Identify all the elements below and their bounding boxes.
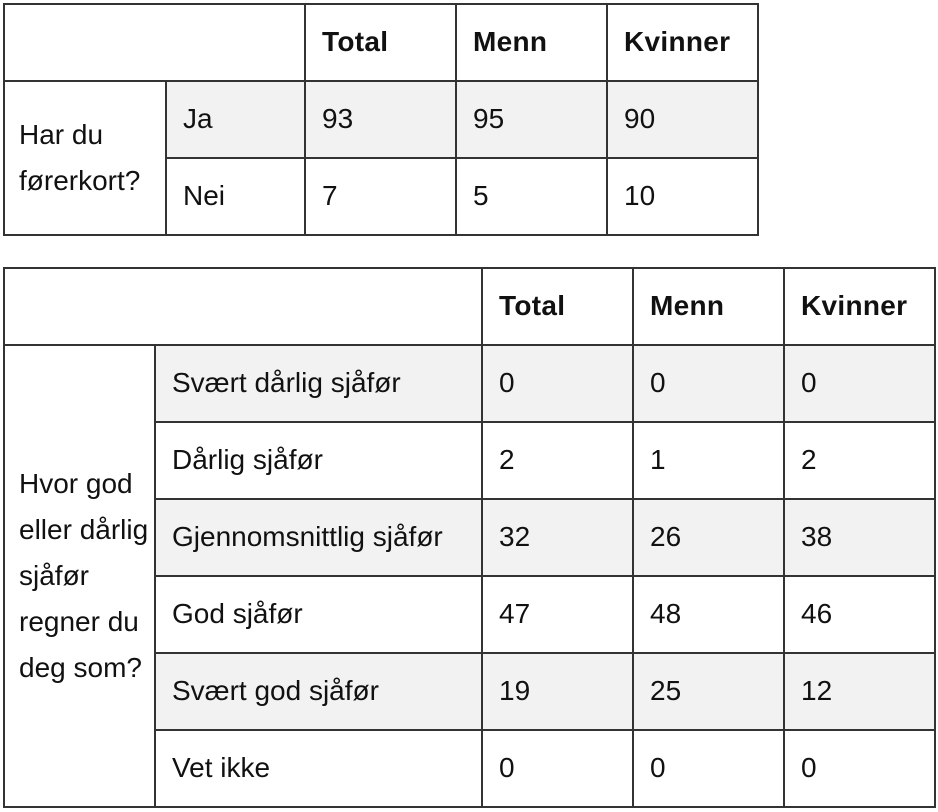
- value-kvinner: 46: [784, 576, 935, 653]
- header-corner-cell: [4, 268, 482, 345]
- question-license: Har du førerkort?: [4, 81, 166, 235]
- drivers-license-table: [3, 3, 759, 236]
- header-menn: Menn: [456, 4, 607, 81]
- value-menn: 25: [633, 653, 784, 730]
- header-corner-cell: [4, 4, 305, 81]
- header-menn: Menn: [633, 268, 784, 345]
- value-kvinner: 0: [784, 345, 935, 422]
- value-kvinner: 0: [784, 730, 935, 807]
- value-total: 19: [482, 653, 633, 730]
- row-label: Nei: [166, 158, 305, 235]
- value-total: 0: [482, 345, 633, 422]
- row-label: Ja: [166, 81, 305, 158]
- value-kvinner: 10: [607, 158, 758, 235]
- value-kvinner: 12: [784, 653, 935, 730]
- value-kvinner: 38: [784, 499, 935, 576]
- row-label: God sjåfør: [155, 576, 482, 653]
- question-driver-rating: Hvor god eller dårlig sjåfør regner du deg som?: [4, 345, 155, 807]
- value-kvinner: 2: [784, 422, 935, 499]
- row-label: Gjennomsnittlig sjåfør: [155, 499, 482, 576]
- value-menn: 26: [633, 499, 784, 576]
- row-label: Dårlig sjåfør: [155, 422, 482, 499]
- driver-rating-table: [3, 267, 936, 808]
- value-total: 2: [482, 422, 633, 499]
- value-menn: 5: [456, 158, 607, 235]
- table-row: [4, 81, 758, 158]
- table-row: [4, 345, 935, 422]
- value-total: 32: [482, 499, 633, 576]
- value-menn: 1: [633, 422, 784, 499]
- value-menn: 0: [633, 345, 784, 422]
- header-total: Total: [305, 4, 456, 81]
- value-total: 0: [482, 730, 633, 807]
- value-menn: 95: [456, 81, 607, 158]
- row-label: Svært god sjåfør: [155, 653, 482, 730]
- value-kvinner: 90: [607, 81, 758, 158]
- header-row: [4, 4, 758, 81]
- value-menn: 0: [633, 730, 784, 807]
- value-total: 7: [305, 158, 456, 235]
- row-label: Vet ikke: [155, 730, 482, 807]
- header-kvinner: Kvinner: [784, 268, 935, 345]
- header-kvinner: Kvinner: [607, 4, 758, 81]
- value-total: 47: [482, 576, 633, 653]
- header-total: Total: [482, 268, 633, 345]
- row-label: Svært dårlig sjåfør: [155, 345, 482, 422]
- value-menn: 48: [633, 576, 784, 653]
- value-total: 93: [305, 81, 456, 158]
- header-row: [4, 268, 935, 345]
